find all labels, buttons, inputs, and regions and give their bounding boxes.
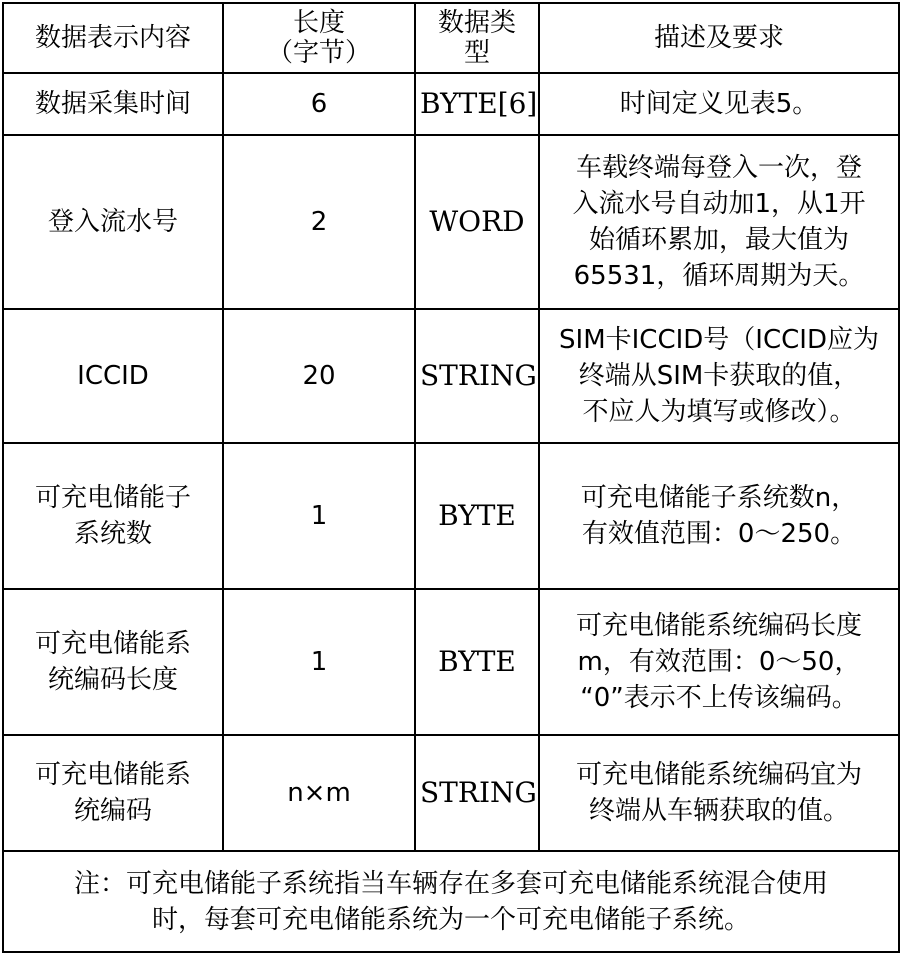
cell-type: STRING	[415, 735, 539, 851]
cell-length: n×m	[223, 735, 415, 851]
cell-desc-line: 可充电储能系统编码长度	[575, 611, 862, 641]
cell-content-line: 登入流水号	[47, 207, 178, 237]
header-type	[415, 3, 539, 73]
cell-desc-line: 始循环累加，最大值为	[588, 225, 849, 255]
cell-desc-line: “0”表示不上传该编码。	[580, 683, 858, 713]
table-row	[3, 73, 899, 135]
cell-desc-line: 终端从车辆获取的值。	[588, 796, 849, 826]
note-line: 时，每套可充电储能系统为一个可充电储能子系统。	[151, 904, 750, 935]
cell-content	[3, 135, 223, 309]
cell-desc	[539, 135, 899, 309]
header-desc: 描述及要求	[539, 3, 899, 73]
table-row	[3, 735, 899, 851]
cell-content-line: 统编码长度	[47, 665, 178, 695]
cell-type: WORD	[415, 135, 539, 309]
cell-type: BYTE	[415, 443, 539, 589]
cell-desc-line: 终端从SIM卡获取的值，	[578, 361, 860, 391]
cell-desc	[539, 309, 899, 443]
cell-desc-line: m，有效范围：0～50，	[577, 647, 861, 677]
cell-content-line: 统编码	[73, 796, 152, 826]
cell-content-line: 可充电储能子	[34, 483, 191, 513]
cell-length: 1	[223, 443, 415, 589]
cell-desc-line: 有效值范围：0～250。	[581, 519, 857, 549]
header-type-line2: 型	[463, 38, 490, 68]
cell-content	[3, 73, 223, 135]
cell-content-line: ICCID	[77, 361, 149, 391]
cell-desc-line: 可充电储能系统编码宜为	[575, 760, 862, 790]
cell-desc	[539, 735, 899, 851]
cell-content-line: 可充电储能系	[34, 760, 191, 790]
cell-content	[3, 309, 223, 443]
cell-length: 20	[223, 309, 415, 443]
cell-desc-line: 65531，循环周期为天。	[573, 261, 865, 291]
table-row	[3, 443, 899, 589]
cell-content-line: 数据采集时间	[34, 89, 191, 119]
cell-content	[3, 735, 223, 851]
cell-length: 1	[223, 589, 415, 735]
cell-desc	[539, 73, 899, 135]
cell-length: 6	[223, 73, 415, 135]
cell-desc-line: 不应人为填写或修改）。	[582, 397, 856, 427]
cell-content	[3, 589, 223, 735]
header-content: 数据表示内容	[3, 3, 223, 73]
table-row	[3, 589, 899, 735]
cell-type: STRING	[415, 309, 539, 443]
cell-desc-line: SIM卡ICCID号（ICCID应为	[559, 325, 879, 355]
cell-desc	[539, 443, 899, 589]
cell-type: BYTE	[415, 589, 539, 735]
cell-desc-line: 可充电储能子系统数n，	[580, 483, 858, 513]
header-type-line1: 数据类	[437, 8, 516, 38]
data-spec-table	[2, 2, 900, 953]
header-length-line2: （字节）	[266, 38, 371, 68]
cell-content-line: 可充电储能系	[34, 629, 191, 659]
table-row	[3, 135, 899, 309]
note-row	[3, 851, 899, 952]
cell-desc-line: 入流水号自动加1，从1开	[572, 189, 866, 219]
table-note	[3, 851, 899, 952]
cell-length: 2	[223, 135, 415, 309]
cell-desc	[539, 589, 899, 735]
header-row	[3, 3, 899, 73]
header-length	[223, 3, 415, 73]
note-line: 注：可充电储能子系统指当车辆存在多套可充电储能系统混合使用	[73, 868, 828, 899]
cell-type: BYTE[6]	[415, 73, 539, 135]
cell-content	[3, 443, 223, 589]
table-row	[3, 309, 899, 443]
cell-content-line: 系统数	[73, 519, 152, 549]
header-length-line1: 长度	[292, 8, 345, 38]
cell-desc-line: 车载终端每登入一次，登	[575, 153, 862, 183]
cell-desc-line: 时间定义见表5。	[619, 89, 819, 119]
